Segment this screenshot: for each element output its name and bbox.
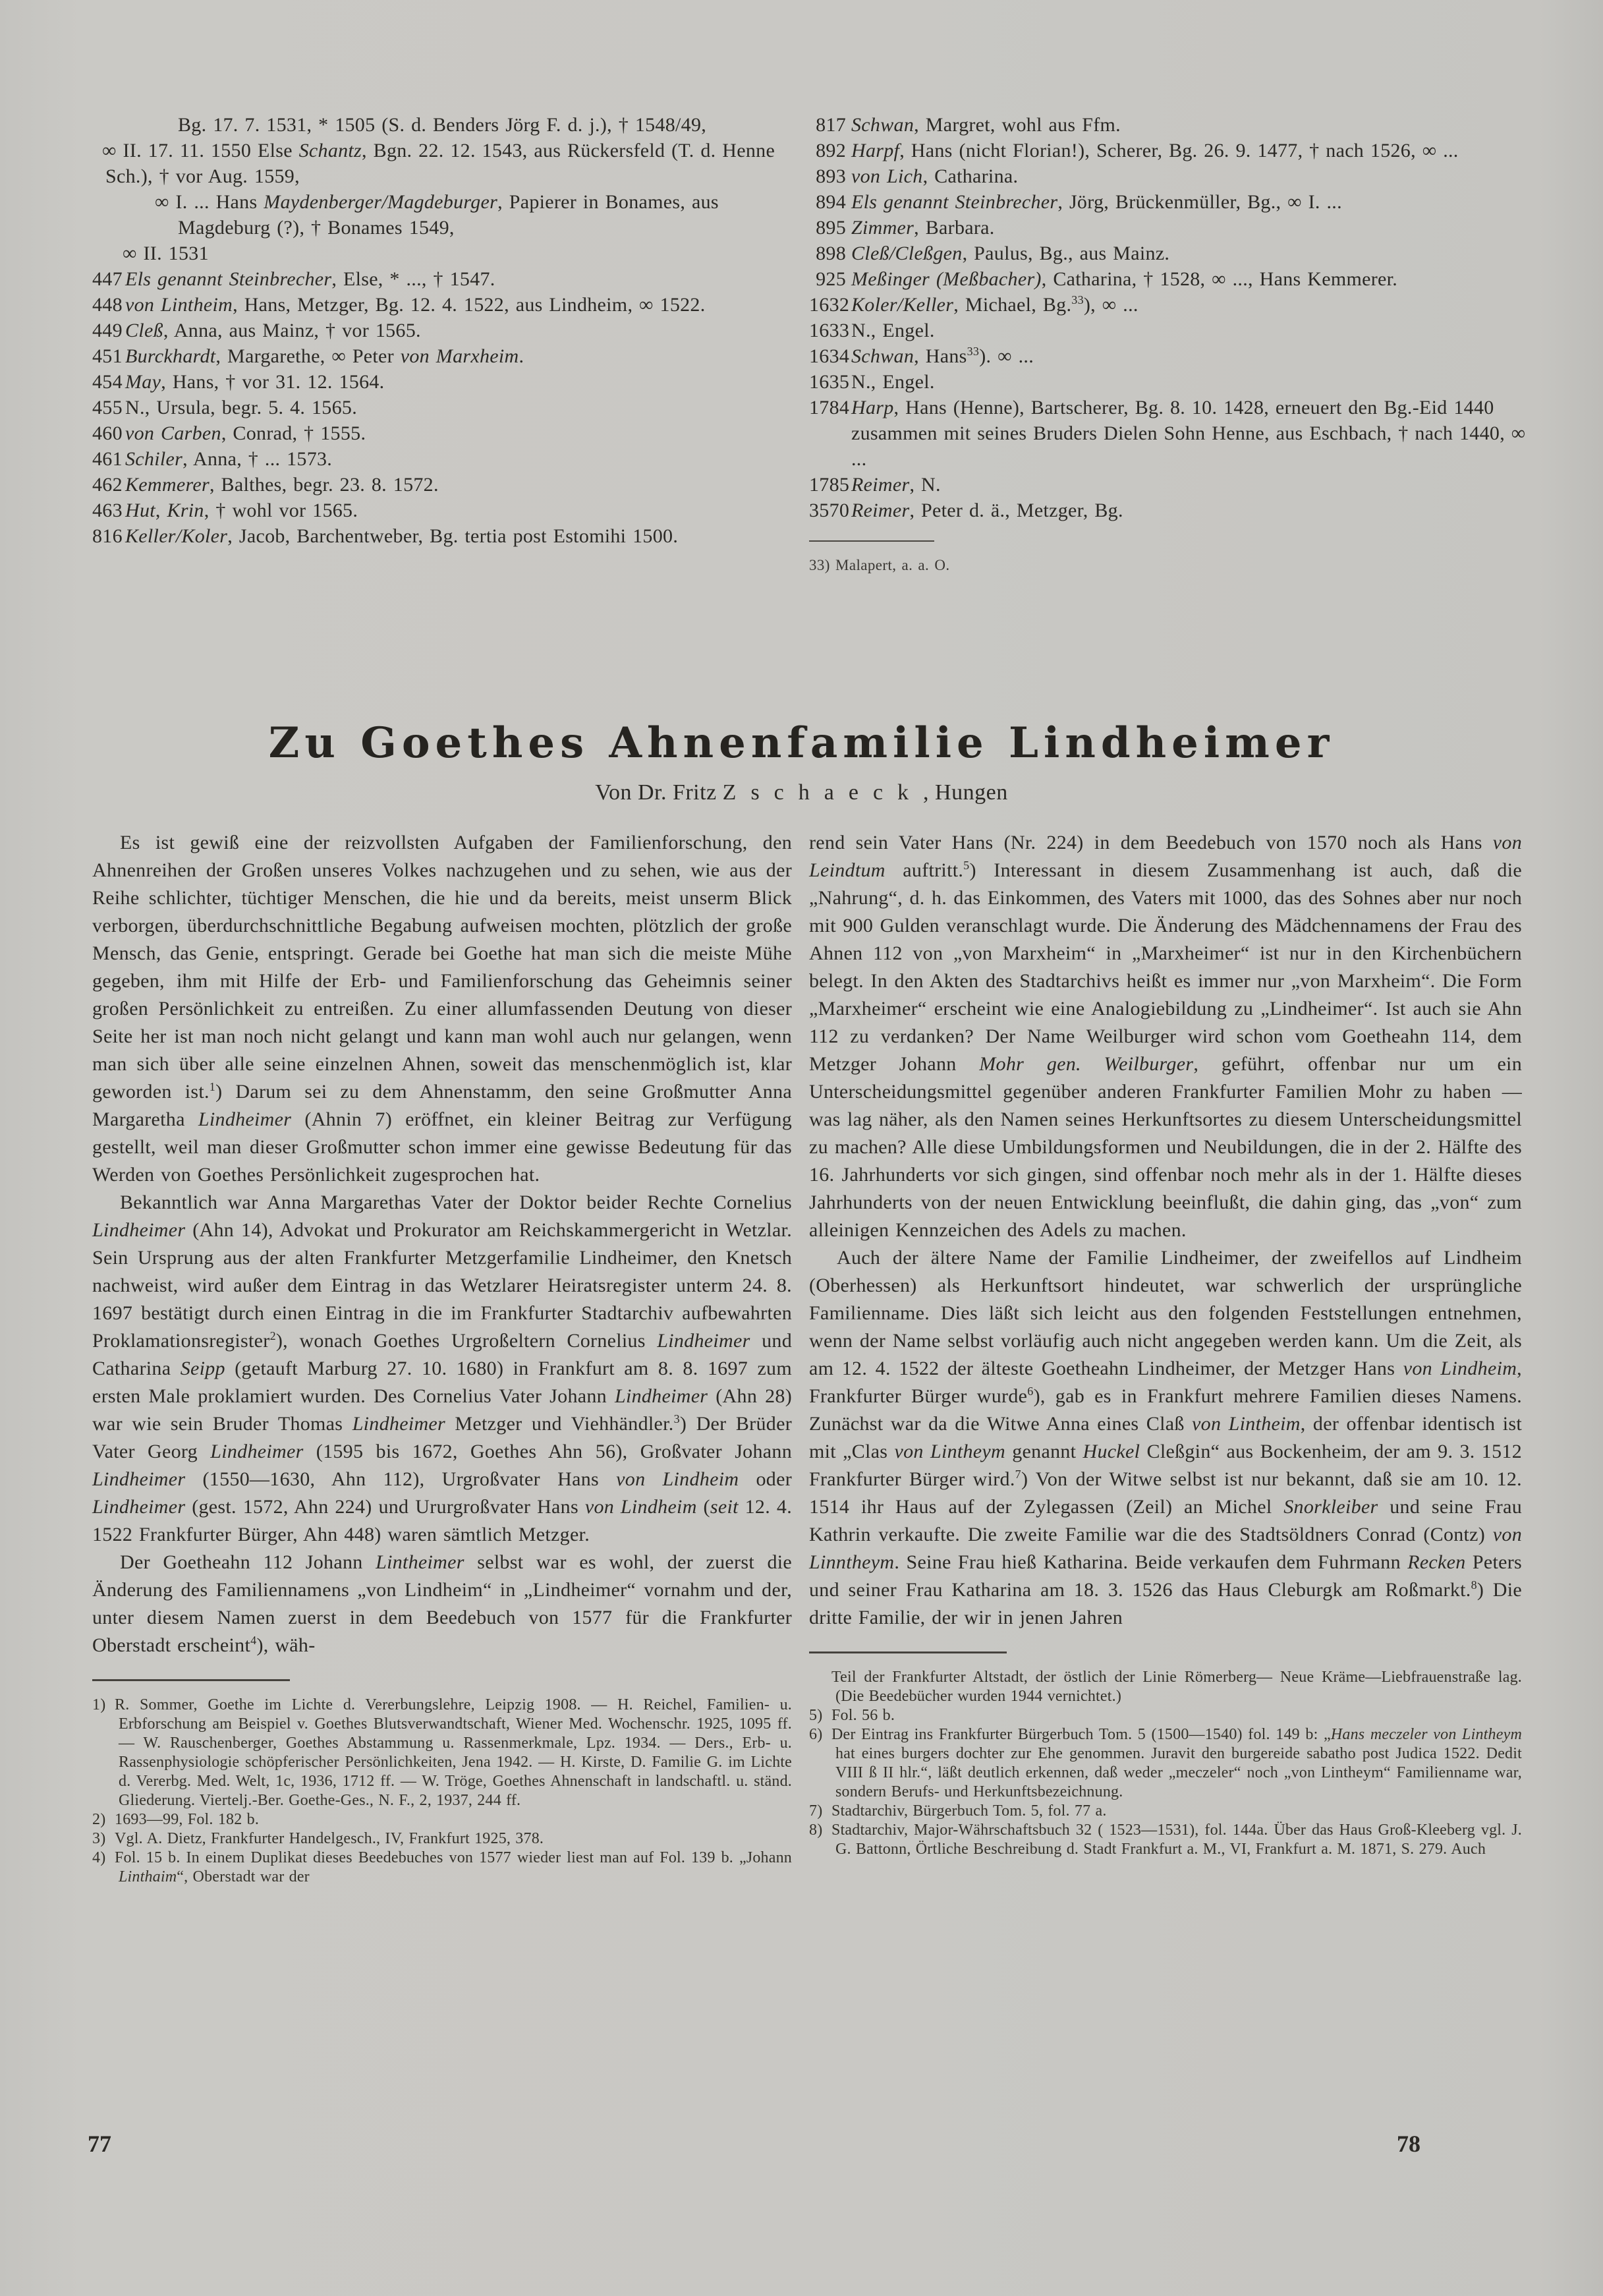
ahnen-number: 462 [92, 474, 123, 496]
ahnenliste-entry [92, 138, 791, 189]
ahnen-text: Keller/Koler, Jacob, Barchentweber, Bg. tertia post Estomihi 1500. [125, 525, 679, 547]
ahnen-text: Hut, Krin, † wohl vor 1565. [125, 500, 358, 521]
ahnenliste-left-column [92, 112, 791, 549]
ahnen-text: Schiler, Anna, † ... 1573. [125, 448, 333, 470]
ahnen-text: Schwan, Margret, wohl aus Ffm. [851, 114, 1121, 136]
article-paragraph: Es ist gewiß eine der reizvollsten Aufgaben der Familienforschung, den Ahnenreihen der Großen unseres Volkes nachzugehen und zu sehen, wie aus der Reihe schlichter, tüchtiger Menschen, die hie und da bereits, meist unserm Blick verborgen, überdurchschnittliche Begabung aufweisen mochten, plötzlich der große Mensch, das Genie, entspringt. Gerade bei Goethe hat man sich die meiste Mühe gegeben, ihm mit Hilfe der Erb- und Familienforschung das Geheimnis seiner großen Persönlichkeit zu entreißen. Zu einer allumfassenden Deutung von dieser Seite her ist man noch nicht gelangt und kann man wohl auch nur gelangen, wenn man sich über alle seine einzelnen Ahnen, soweit das menschenmöglich ist, klar geworden ist.$^1$) Darum sei zu dem Ahnenstamm, den seine Großmutter Anna Margaretha Lindheimer (Ahnin 7) eröffnet, ein kleiner Beitrag zur Verfügung gestellt, weil man dieser Großmutter schon immer eine gewisse Bedeutung für das Werden von Goethes Persönlichkeit zugesprochen hat. [92, 832, 793, 1186]
ahnen-number: 448 [92, 294, 123, 316]
article-right-column [809, 829, 1522, 1859]
footnote-text: Teil der Frankfurter Altstadt, der östlich der Linie Römerberg— Neue Kräme—Liebfrauenstraße lag. (Die Beedebücher wurden 1944 vernichtet.) [831, 1669, 1522, 1705]
ahnen-text: Meßinger (Meßbacher), Catharina, † 1528, ∞ ..., Hans Kemmerer. [851, 268, 1398, 290]
ahnenliste-right-entries [809, 112, 1531, 523]
footnote-number: 8) [809, 1822, 823, 1839]
ahnenliste-entry [809, 215, 1531, 241]
ahnenliste-entry [809, 112, 1531, 138]
footnote-number: 5) [809, 1707, 823, 1724]
footnote [92, 1696, 792, 1810]
page-number-right: 78 [1397, 2131, 1420, 2157]
footnote [92, 1829, 792, 1849]
ahnenliste-entry [92, 343, 791, 369]
ahnenliste-entry [809, 472, 1531, 498]
article-paragraph: Auch der ältere Name der Familie Lindheimer, der zweifellos auf Lindheim (Oberhessen) als Herkunftsort hindeutet, war schwerlich der ursprüngliche Familienname. Dies läßt sich leicht aus den folgenden Feststellungen entnehmen, wenn der Name selbst vorläufig auch nicht angegeben werden kann. Um die Zeit, als am 12. 4. 1522 der älteste Goetheahn Lindheimer, der Metzger Hans von Lindheim, Frankfurter Bürger wurde$^6$), gab es in Frankfurt mehrere Familien dieses Namens. Zunächst war da die Witwe Anna eines Claß von Lintheim, der offenbar identisch ist mit „Clas von Lintheym genannt Huckel Cleßgin“ aus Bockenheim, der am 9. 3. 1512 Frankfurter Bürger wird.$^7$) Von der Witwe selbst ist nur bekannt, daß sie am 10. 12. 1514 ihr Haus auf der Zylegassen (Zeil) an Michel Snorkleiber und seine Frau Kathrin verkaufte. Die zweite Familie war die des Stadtsöldners Conrad (Contz) von Linntheym. Seine Frau hieß Katharina. Beide verkaufen dem Fuhrmann Recken Peters und seiner Frau Katharina am 18. 3. 1526 das Haus Cleburgk am Roßmarkt.$^8$) Die dritte Familie, der wir in jenen Jahren [809, 1247, 1522, 1628]
ahnen-text: N., Ursula, begr. 5. 4. 1565. [125, 397, 357, 418]
ahnenliste-entry [809, 163, 1531, 189]
footnote-rule-right [809, 1651, 1007, 1653]
ahnen-number: 463 [92, 500, 123, 521]
ahnen-text: N., Engel. [851, 371, 935, 393]
ahnen-number: 1784 [809, 397, 850, 418]
footnotes-right [809, 1668, 1522, 1859]
ahnen-text: Reimer, N. [851, 474, 941, 496]
ahnen-number: 454 [92, 371, 123, 393]
ahnen-text: Harpf, Hans (nicht Florian!), Scherer, Bg. 26. 9. 1477, † nach 1526, ∞ ... [851, 140, 1459, 161]
ahnen-number: 816 [92, 525, 123, 547]
ahnen-text: von Lich, Catharina. [851, 165, 1019, 187]
ahnen-text: Cleß/Cleßgen, Paulus, Bg., aus Mainz. [851, 243, 1170, 264]
article-paragraph: Bekanntlich war Anna Margarethas Vater der Doktor beider Rechte Cornelius Lindheimer (Ahn 14), Advokat und Prokurator am Reichskammergericht in Wetzlar. Sein Ursprung aus der alten Frankfurter Metzgerfamilie Lindheimer, den Knetsch nachweist, wird außer dem Eintrag in das Wetzlarer Heiratsregister unterm 24. 8. 1697 bestätigt durch einen Eintrag in die im Frankfurter Stadtarchiv aufbewahrten Proklamationsregister$^2$), wonach Goethes Urgroßeltern Cornelius Lindheimer und Catharina Seipp (getauft Marburg 27. 10. 1680) in Frankfurt am 8. 8. 1697 zum ersten Male proklamiert wurden. Des Cornelius Vater Johann Lindheimer (Ahn 28) war wie sein Bruder Thomas Lindheimer Metzger und Viehhändler.$^3$) Der Brüder Vater Georg Lindheimer (1595 bis 1672, Goethes Ahn 56), Großvater Johann Lindheimer (1550—1630, Ahn 112), Urgroßvater Hans von Lindheim oder Lindheimer (gest. 1572, Ahn 224) und Ururgroßvater Hans von Lindheim (seit 12. 4. 1522 Frankfurter Bürger, Ahn 448) waren sämtlich Metzger. [92, 1191, 793, 1545]
footnote [809, 1668, 1522, 1706]
ahnenliste-entry [92, 395, 791, 420]
footnotes-left [92, 1696, 792, 1887]
ahnen-text: Reimer, Peter d. ä., Metzger, Bg. [851, 500, 1123, 521]
ahnen-text: ∞ II. 17. 11. 1550 Else Schantz, Bgn. 22. 12. 1543, aus Rückersfeld (T. d. Henne Sch.), † vor Aug. 1559, [102, 140, 775, 187]
ahnen-text: von Lintheim, Hans, Metzger, Bg. 12. 4. 1522, aus Lindheim, ∞ 1522. [125, 294, 706, 316]
ahnen-text: Zimmer, Barbara. [851, 217, 995, 239]
ahnenliste-entry [809, 318, 1531, 343]
ahnen-number: 898 [816, 243, 846, 264]
ahnen-number: 460 [92, 422, 123, 444]
footnote-text: Stadtarchiv, Bürgerbuch Tom. 5, fol. 77 a. [831, 1802, 1107, 1820]
ahnenliste-entry [809, 292, 1531, 318]
ahnenliste-entry [92, 292, 791, 318]
ahnen-number: 451 [92, 345, 123, 367]
ahnen-text: Kemmerer, Balthes, begr. 23. 8. 1572. [125, 474, 439, 496]
ahnen-number: 1632 [809, 294, 850, 316]
ahnen-number: 895 [816, 217, 846, 239]
ahnenliste-entry [809, 395, 1531, 472]
article-title: Zu Goethes Ahnenfamilie Lindheimer [268, 718, 1335, 768]
ahnenliste-entry [809, 138, 1531, 163]
article-right-paragraphs [809, 829, 1522, 1632]
footnote-rule-left [92, 1679, 290, 1681]
ahnenliste-entry [92, 266, 791, 292]
footnote-number: 3) [92, 1830, 106, 1847]
ahnen-text: von Carben, Conrad, † 1555. [125, 422, 366, 444]
footnote [92, 1810, 792, 1829]
footnote [809, 1706, 1522, 1725]
article-byline [0, 780, 1603, 805]
ahnen-number: 894 [816, 191, 846, 213]
ahnen-number: 925 [816, 268, 846, 290]
ahnenliste-entry [92, 523, 791, 549]
ahnen-number: 3570 [809, 500, 850, 521]
footnote [92, 1849, 792, 1887]
ahnen-text: N., Engel. [851, 320, 935, 341]
ahnen-text: ∞ I. ... Hans Maydenberger/Magdeburger, Papierer in Bonames, aus Magdeburg (?), † Bonames 1549, [155, 191, 719, 239]
ahnenliste-entry [809, 266, 1531, 292]
article-left-paragraphs [92, 829, 792, 1659]
footnote-text: Fol. 56 b. [831, 1707, 895, 1724]
ahnen-number: 817 [816, 114, 846, 136]
footnote-text: R. Sommer, Goethe im Lichte d. Vererbungslehre, Leipzig 1908. — H. Reichel, Familien- u. Erbforschung am Beispiel v. Goethes Blutsverwandtschaft, Wiener Med. Wochenschr. 1925, 1095 ff. — W. Rauschenberger, Goethes Abstammung u. Rassenmerkmale, Lpz. 1934. — Ders., Erb- u. Rassenphysiologie schöpferischer Persönlichkeiten, Jena 1942. — H. Kirste, D. Familie G. im Lichte d. Vererbg. Med. Welt, 1c, 1936, 1712 ff. — W. Tröge, Goethes Ahnenschaft in landschaftl. u. ständ. Gliederung. Viertelj.-Ber. Goethe-Ges., N. F., 2, 1937, 244 ff. [115, 1696, 792, 1809]
ahnen-text: Els genannt Steinbrecher, Jörg, Brückenmüller, Bg., ∞ I. ... [851, 191, 1342, 213]
ahnenliste-entry [809, 498, 1531, 523]
ahnenliste-entry [92, 189, 791, 241]
ahnen-number: 461 [92, 448, 123, 470]
ahnen-number: 1633 [809, 320, 850, 341]
footnote-text: Fol. 15 b. In einem Duplikat dieses Beedebuches von 1577 wieder liest man auf Fol. 139 b. „Johann Linthaim“, Oberstadt war der [115, 1849, 792, 1885]
article-paragraph: Der Goetheahn 112 Johann Lintheimer selbst war es wohl, der zuerst die Änderung des Familiennamens „von Lindheim“ in „Lindheimer“ vornahm und der, unter diesem Namen zuerst in dem Beedebuch von 1577 für die Frankfurter Oberstadt erscheint$^4$), wäh- [92, 1551, 792, 1656]
footnote-text: 1693—99, Fol. 182 b. [115, 1811, 260, 1828]
footnote-rule-small [809, 540, 934, 542]
ahnen-text: ∞ II. 1531 [123, 243, 209, 264]
ahnen-text: Bg. 17. 7. 1531, * 1505 (S. d. Benders Jörg F. d. j.), † 1548/49, [178, 114, 707, 136]
ahnenliste-entry [92, 446, 791, 472]
ahnen-number: 1634 [809, 345, 850, 367]
ahnen-text: Harp, Hans (Henne), Bartscherer, Bg. 8. 10. 1428, erneuert den Bg.-Eid 1440 zusammen mit seines Bruders Dielen Sohn Henne, aus Eschbach, † nach 1440, ∞ ... [851, 397, 1526, 470]
footnote-number: 4) [92, 1849, 106, 1866]
ahnen-number: 447 [92, 268, 123, 290]
ahnenliste-entry [92, 420, 791, 446]
article-left-column [92, 829, 792, 1887]
ahnen-number: 893 [816, 165, 846, 187]
footnote [809, 1725, 1522, 1802]
footnote-number: 1) [92, 1696, 106, 1713]
ahnenliste-entry [92, 498, 791, 523]
ahnen-text: Els genannt Steinbrecher, Else, * ..., † 1547. [125, 268, 495, 290]
ahnenliste-entry [809, 369, 1531, 395]
ahnenliste-entry [92, 472, 791, 498]
ahnenliste-entry [92, 318, 791, 343]
ahnen-number: 449 [92, 320, 123, 341]
footnote-number: 7) [809, 1802, 823, 1820]
ahnen-number: 1785 [809, 474, 850, 496]
footnote-number: 6) [809, 1726, 823, 1743]
ahnen-text: May, Hans, † vor 31. 12. 1564. [125, 371, 385, 393]
page-number-left: 77 [88, 2131, 111, 2157]
ahnen-text: Cleß, Anna, aus Mainz, † vor 1565. [125, 320, 421, 341]
ahnen-text: Burckhardt, Margarethe, ∞ Peter von Marxheim. [125, 345, 524, 367]
ahnen-text: Schwan, Hans$^{33}$). ∞ ... [851, 345, 1034, 367]
footnote-text: Vgl. A. Dietz, Frankfurter Handelgesch., IV, Frankfurt 1925, 378. [115, 1830, 544, 1847]
footnote-text: Stadtarchiv, Major-Währschaftsbuch 32 ( 1523—1531), fol. 144a. Über das Haus Groß-Kleeberg vgl. J. G. Battonn, Örtliche Beschreibung d. Stadt Frankfurt a. M., VI, Frankfurt a. M. 1871, S. 279. Auch [831, 1822, 1522, 1858]
ahnenliste-entry [809, 241, 1531, 266]
byline-author-name: Zschaeck [722, 780, 924, 805]
ahnen-number: 892 [816, 140, 846, 161]
ahnenliste-entry [92, 369, 791, 395]
ahnen-number: 455 [92, 397, 123, 418]
ahnen-number: 1635 [809, 371, 850, 393]
ahnenliste-entry [92, 241, 791, 266]
ahnen-text: Koler/Keller, Michael, Bg.$^{33}$), ∞ ... [851, 293, 1139, 316]
byline-suffix: , Hungen [923, 780, 1008, 805]
ahnenliste-right-column [809, 112, 1531, 578]
byline-prefix: Von Dr. Fritz [595, 780, 723, 805]
footnote [809, 1821, 1522, 1859]
ahnenliste-entry [809, 343, 1531, 369]
footnote [809, 1802, 1522, 1821]
article-paragraph: rend sein Vater Hans (Nr. 224) in dem Beedebuch von 1570 noch als Hans von Leindtum auftritt.$^5$) Interessant in diesem Zusammenhang ist auch, daß die „Nahrung“, d. h. das Einkommen, des Vaters mit 1000, das des Sohnes aber nur noch mit 900 Gulden veranschlagt wurde. Die Änderung des Mädchennamens der Frau des Ahnen 112 von „von Marxheim“ in „Marxheimer“ ist nur in den Kirchenbüchern belegt. In den Akten des Stadtarchivs heißt es immer nur „von Marxheim“. Die Form „Marxheimer“ erscheint wie eine Analogiebildung zu „Lindheimer“. Ist auch sie Ahn 112 zu verdanken? Der Name Weilburger wird schon vom Goetheahn 114, dem Metzger Johann Mohr gen. Weilburger, geführt, offenbar nur um ein Unterscheidungsmittel gegenüber anderen Frankfurter Familien Mohr zu haben — was lag näher, als den Namen seines Herkunftsortes zu diesem Unterscheidungsmittel zu machen? Alle diese Umbildungsformen und Neubildungen, die in der 2. Hälfte des 16. Jahrhunderts vor sich gingen, sind offenbar noch mehr als in der 1. Hälfte dieses Jahrhunderts von der neuen Entwicklung beeinflußt, die dahin ging, das „von“ zum alleinigen Kennzeichen des Adels zu machen. [809, 832, 1522, 1241]
footnote-number: 2) [92, 1811, 106, 1828]
footnote-33: 33) Malapert, a. a. O. [809, 557, 950, 573]
ahnenliste-entry [92, 112, 791, 138]
ahnenliste-entry [809, 189, 1531, 215]
footnote-text: Der Eintrag ins Frankfurter Bürgerbuch Tom. 5 (1500—1540) fol. 149 b: „Hans meczeler von Lintheym hat eines burgers dochter zur Ehe genommen. Juravit den burgereide sabatho post Judica 1522. Dedit VIII ß II hlr.“, läßt deutlich erkennen, daß weder „meczeler“ noch „von Lintheym“ Familienname war, sondern Berufs- und Herkunftsbezeichnung. [831, 1726, 1522, 1800]
